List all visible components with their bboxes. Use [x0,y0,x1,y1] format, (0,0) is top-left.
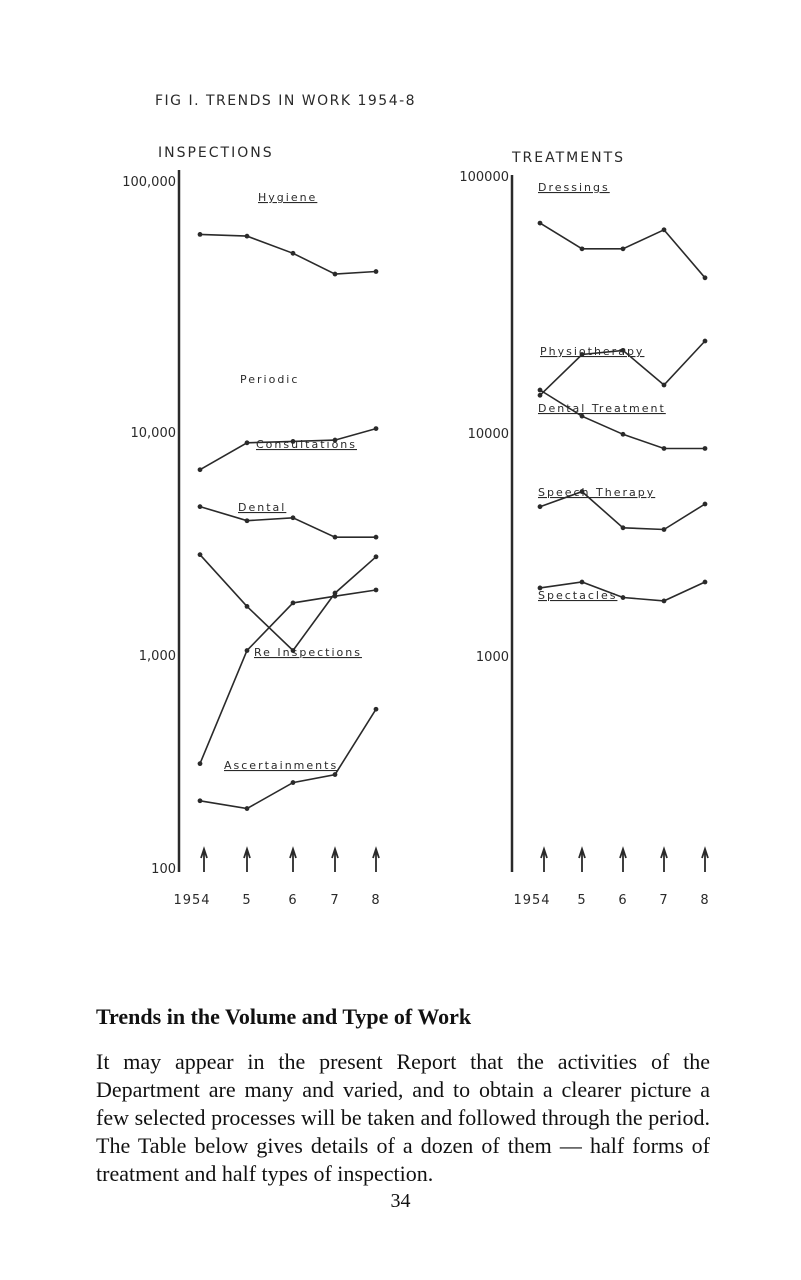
data-point [245,806,250,811]
series-label-physiotherapy: Physiotherapy [540,345,645,358]
series-label-dental: Dental [238,501,287,514]
data-point [621,595,626,600]
y-tick-label: 10,000 [130,426,176,441]
data-point [245,648,250,653]
data-point [333,272,338,277]
data-point [333,535,338,540]
year-marker-arrow [702,849,708,872]
series-label-consultations: Consultations [256,438,357,451]
data-point [662,599,667,604]
data-point [662,227,667,232]
y-tick-label: 1000 [475,650,509,665]
series-label-spectacles: Spectacles [538,589,618,602]
data-point [333,772,338,777]
year-marker-arrow [620,849,626,872]
series-label-reinspections: Re Inspections [254,646,362,659]
data-point [198,552,203,557]
x-tick-label: 7 [659,893,669,908]
x-tick-label: 5 [577,893,587,908]
data-point [538,221,543,226]
page-number: 34 [390,1190,411,1212]
series-line-0-4 [200,590,376,764]
data-point [580,580,585,585]
data-point [291,515,296,520]
data-point [333,594,338,599]
x-tick-labels [173,893,709,908]
data-point [245,440,250,445]
data-point [703,502,708,507]
data-point [580,246,585,251]
series-label-dressings: Dressings [538,181,610,194]
y-tick-label: 1,000 [138,649,176,664]
treatments-title: TREATMENTS [512,150,626,166]
year-marker-arrow [332,849,338,872]
x-tick-label: 5 [242,893,252,908]
data-point [245,234,250,239]
x-tick-label: 1954 [173,893,211,908]
series-label-dental-treatment: Dental Treatment [538,402,666,415]
x-tick-label: 7 [330,893,340,908]
data-point [662,446,667,451]
data-point [374,535,379,540]
year-marker-arrow [541,849,547,872]
series-line-0-3 [200,555,376,651]
data-point [621,432,626,437]
series-lines [198,221,708,811]
year-marker-arrow [244,849,250,872]
x-tick-label: 8 [700,893,710,908]
year-marker-arrow [201,849,207,872]
series-label-hygiene: Hygiene [258,191,318,204]
year-marker-arrow [661,849,667,872]
data-point [291,600,296,605]
x-tick-label: 8 [371,893,381,908]
section-heading: Trends in the Volume and Type of Work [96,1004,472,1029]
data-point [703,275,708,280]
data-point [198,232,203,237]
series-label-periodic: Periodic [240,373,300,386]
data-point [538,393,543,398]
y-tick-label: 100 [151,862,176,877]
data-point [291,251,296,256]
data-point [621,525,626,530]
data-point [703,446,708,451]
y-tick-label: 100000 [459,170,509,185]
data-point [374,588,379,593]
series-label-speech-therapy: Speech Therapy [538,486,656,499]
series-line-1-2 [540,390,705,449]
data-point [374,269,379,274]
figure-title: FIG I. TRENDS IN WORK 1954-8 [155,93,417,109]
data-point [374,554,379,559]
data-point [621,246,626,251]
data-point [662,383,667,388]
data-point [374,426,379,431]
x-tick-label: 1954 [513,893,551,908]
data-point [245,518,250,523]
series-line-0-0 [200,234,376,274]
data-point [245,604,250,609]
data-point [538,504,543,509]
data-point [291,780,296,785]
data-point [198,761,203,766]
data-point [703,339,708,344]
y-tick-label: 10000 [467,427,509,442]
y-tick-label: 100,000 [122,175,176,190]
data-point [538,388,543,393]
series-line-0-2 [200,507,376,538]
year-marker-arrow [579,849,585,872]
inspections-title: INSPECTIONS [158,145,274,161]
series-label-ascertainments: Ascertainments [224,759,339,772]
year-marker-arrow [290,849,296,872]
body-paragraph: It may appear in the present Report that the activities of the Department are many and varied, and to obtain a clearer picture a few selected processes will be taken and followed through the period. The Table below gives details of a dozen of them — half forms of treatment and half types of inspection. [96,1049,710,1186]
x-tick-label: 6 [288,893,298,908]
x-tick-label: 6 [618,893,628,908]
data-point [703,580,708,585]
data-point [198,467,203,472]
data-point [198,798,203,803]
data-point [198,504,203,509]
data-point [662,527,667,532]
data-point [374,707,379,712]
year-marker-arrow [373,849,379,872]
year-markers [201,849,708,872]
